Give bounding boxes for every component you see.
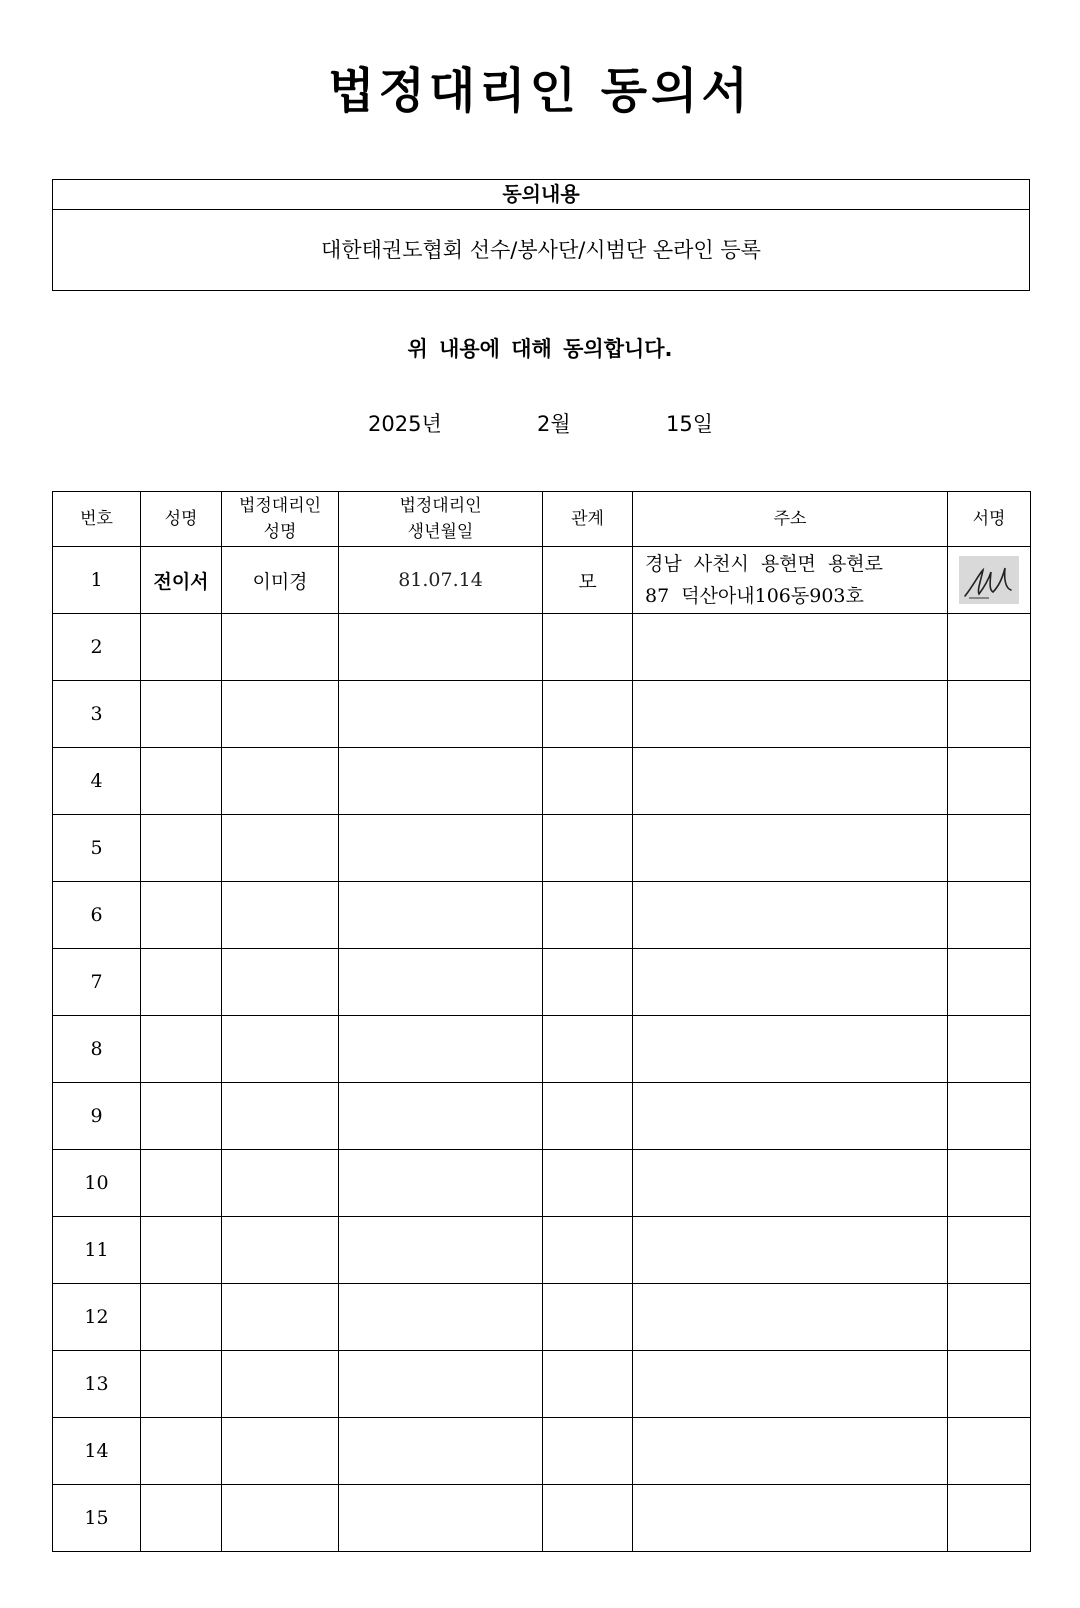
row-rep-name (222, 1418, 339, 1485)
row-rep-name (222, 1150, 339, 1217)
row-number: 12 (53, 1284, 141, 1351)
row-relation (543, 1217, 633, 1284)
row-name (141, 815, 222, 882)
row-rep-birth (339, 1284, 543, 1351)
table-row (53, 882, 1031, 949)
table-row (53, 748, 1031, 815)
row-name (141, 1083, 222, 1150)
row-name: 전이서 (141, 547, 222, 614)
row-number: 5 (53, 815, 141, 882)
row-address (633, 882, 948, 949)
row-signature (948, 1150, 1031, 1217)
row-relation (543, 681, 633, 748)
row-address (633, 1284, 948, 1351)
table-row (53, 1284, 1031, 1351)
consent-box (52, 179, 1030, 291)
row-relation (543, 1351, 633, 1418)
row-rep-name (222, 681, 339, 748)
consent-header: 동의내용 (53, 180, 1029, 210)
row-address (633, 1083, 948, 1150)
row-number: 6 (53, 882, 141, 949)
date-year: 2025년 (368, 412, 442, 436)
row-rep-name (222, 1217, 339, 1284)
row-address (633, 949, 948, 1016)
row-relation (543, 748, 633, 815)
header-name: 성명 (141, 492, 222, 547)
row-signature (948, 1016, 1031, 1083)
row-rep-birth (339, 748, 543, 815)
table-row (53, 1150, 1031, 1217)
row-name (141, 1150, 222, 1217)
row-signature (948, 547, 1031, 614)
row-address (633, 815, 948, 882)
row-number: 14 (53, 1418, 141, 1485)
header-rep-name (222, 492, 339, 547)
row-name (141, 1284, 222, 1351)
header-rep-birth (339, 492, 543, 547)
header-relation: 관계 (543, 492, 633, 547)
row-rep-name (222, 949, 339, 1016)
header-rep-name-line2: 성명 (263, 522, 297, 542)
row-name (141, 1016, 222, 1083)
row-signature (948, 614, 1031, 681)
row-rep-name (222, 882, 339, 949)
row-rep-birth (339, 1083, 543, 1150)
row-rep-birth (339, 949, 543, 1016)
header-rep-birth-line2: 생년월일 (407, 522, 474, 542)
row-signature (948, 1083, 1031, 1150)
row-address (633, 1351, 948, 1418)
table-row (53, 614, 1031, 681)
row-number: 7 (53, 949, 141, 1016)
table-row (53, 1016, 1031, 1083)
date-month: 2월 (537, 412, 571, 436)
row-number: 11 (53, 1217, 141, 1284)
row-rep-name (222, 1016, 339, 1083)
table-row (53, 547, 1031, 614)
row-number: 3 (53, 681, 141, 748)
date-day: 15일 (666, 412, 714, 436)
row-rep-birth (339, 1150, 543, 1217)
row-rep-birth (339, 1016, 543, 1083)
row-rep-name (222, 815, 339, 882)
row-number: 13 (53, 1351, 141, 1418)
row-rep-birth (339, 1351, 543, 1418)
signature-image (959, 556, 1019, 604)
row-signature (948, 1351, 1031, 1418)
row-rep-birth (339, 882, 543, 949)
row-rep-birth (339, 1217, 543, 1284)
row-relation (543, 1150, 633, 1217)
row-name (141, 1485, 222, 1552)
row-rep-birth (339, 1418, 543, 1485)
row-rep-birth (339, 815, 543, 882)
row-rep-birth (339, 1485, 543, 1552)
row-name (141, 1217, 222, 1284)
row-signature (948, 815, 1031, 882)
row-name (141, 681, 222, 748)
row-rep-name (222, 1351, 339, 1418)
table-row (53, 1083, 1031, 1150)
header-signature: 서명 (948, 492, 1031, 547)
row-address (633, 1150, 948, 1217)
row-name (141, 614, 222, 681)
header-address: 주소 (633, 492, 948, 547)
row-relation (543, 1485, 633, 1552)
row-signature (948, 1217, 1031, 1284)
row-address (633, 1016, 948, 1083)
row-relation (543, 1016, 633, 1083)
row-address (633, 1485, 948, 1552)
row-signature (948, 681, 1031, 748)
row-address (633, 1217, 948, 1284)
row-number: 10 (53, 1150, 141, 1217)
row-name (141, 748, 222, 815)
row-number: 1 (53, 547, 141, 614)
row-relation (543, 614, 633, 681)
row-rep-name: 이미경 (222, 547, 339, 614)
row-rep-name (222, 1083, 339, 1150)
row-number: 9 (53, 1083, 141, 1150)
row-number: 2 (53, 614, 141, 681)
table-header-row (53, 492, 1031, 547)
row-rep-name (222, 748, 339, 815)
table-row (53, 1217, 1031, 1284)
row-name (141, 1418, 222, 1485)
table-row (53, 949, 1031, 1016)
row-rep-name (222, 614, 339, 681)
row-relation (543, 815, 633, 882)
row-rep-name (222, 1284, 339, 1351)
row-relation (543, 949, 633, 1016)
row-address-line2: 87 덕산아내106동903호 (645, 585, 864, 607)
row-address (633, 614, 948, 681)
row-rep-birth (339, 681, 543, 748)
row-name (141, 1351, 222, 1418)
row-number: 4 (53, 748, 141, 815)
row-signature (948, 1418, 1031, 1485)
table-row (53, 815, 1031, 882)
header-rep-birth-line1: 법정대리인 (399, 496, 482, 516)
row-number: 8 (53, 1016, 141, 1083)
table-row (53, 681, 1031, 748)
row-relation (543, 1418, 633, 1485)
agreement-statement: 위 내용에 대해 동의합니다. (407, 337, 673, 361)
row-relation (543, 1083, 633, 1150)
document-title: 법정대리인 동의서 (328, 63, 752, 119)
row-address (633, 1418, 948, 1485)
header-number: 번호 (53, 492, 141, 547)
row-address (633, 681, 948, 748)
consent-content: 대한태권도협회 선수/봉사단/시범단 온라인 등록 (321, 238, 761, 262)
row-name (141, 882, 222, 949)
row-signature (948, 1284, 1031, 1351)
row-relation (543, 1284, 633, 1351)
row-address (633, 547, 948, 614)
row-signature (948, 949, 1031, 1016)
row-signature (948, 748, 1031, 815)
table-row (53, 1351, 1031, 1418)
table-row (53, 1418, 1031, 1485)
row-rep-birth (339, 614, 543, 681)
row-number: 15 (53, 1485, 141, 1552)
row-name (141, 949, 222, 1016)
representative-table (52, 491, 1031, 1552)
row-signature (948, 1485, 1031, 1552)
row-address (633, 748, 948, 815)
row-relation (543, 882, 633, 949)
row-rep-name (222, 1485, 339, 1552)
row-signature (948, 882, 1031, 949)
header-rep-name-line1: 법정대리인 (238, 496, 322, 516)
table-row (53, 1485, 1031, 1552)
row-relation: 모 (543, 547, 633, 614)
row-rep-birth: 81.07.14 (339, 547, 543, 614)
row-address-line1: 경남 사천시 용현면 용현로 (645, 553, 884, 575)
